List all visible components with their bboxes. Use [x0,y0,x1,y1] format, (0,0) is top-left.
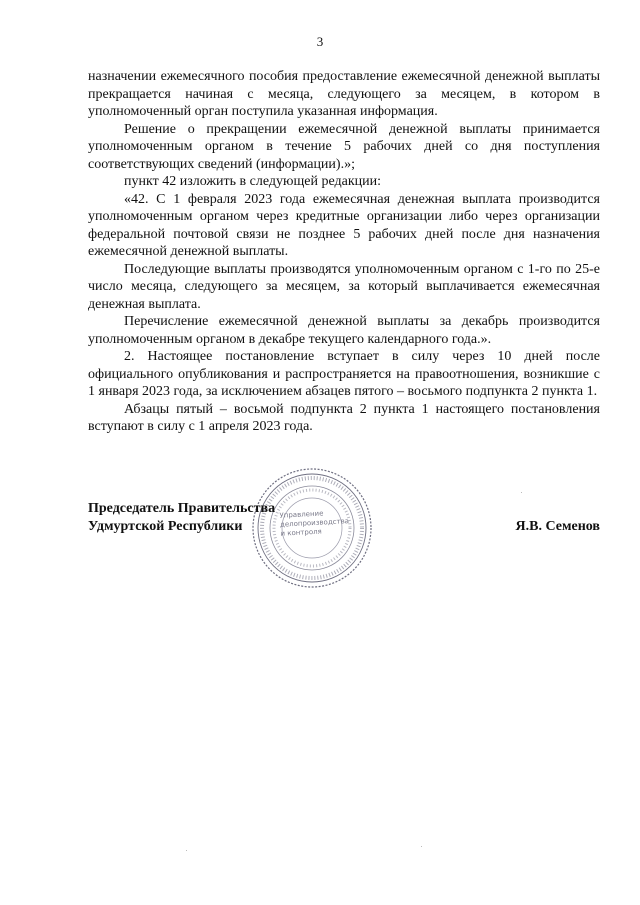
signatory-title-line2: Удмуртской Республики [88,518,243,534]
paragraph: Решение о прекращении ежемесячной денежной выплаты принимается уполномоченным органом в течение 5 рабочих дней со дня поступления соответствующих сведений (информации).»; [88,121,600,172]
paragraph: 2. Настоящее постановление вступает в силу через 10 дней после официального опубликования и распространяется на правоотношения, возникшие с 1 января 2023 года, за исключением абзацев пятого – восьмого подпункта 2 пункта 1. [88,349,600,399]
scan-speck [521,492,522,493]
paragraph: «42. С 1 февраля 2023 года ежемесячная денежная выплата производится уполномоченным органом через кредитные организации либо через организации федеральной почтовой связи не позднее 5 рабочих дней после дня назначения ежемесячной денежной выплаты. [88,191,600,259]
seal-center-text: Управление делопроизводства и контроля [279,509,350,538]
scan-speck [186,850,187,851]
page-number: 3 [316,34,324,49]
signatory-title-line1: Председатель Правительства [88,501,276,516]
paragraph: Абзацы пятый – восьмой подпункта 2 пункта 1 настоящего постановления вступают в силу с 1 апреля 2023 года. [88,401,600,434]
signatory-name: Я.В. Семенов [515,519,600,534]
signatory-title [88,500,275,535]
scan-speck [421,846,422,847]
paragraph: Перечисление ежемесячной денежной выплаты за декабрь производится уполномоченным органом в декабре текущего календарного года.». [88,314,600,347]
paragraph: назначении ежемесячного пособия предоставление ежемесячной денежной выплаты прекращается начиная с месяца, следующего за месяцем, в котором в уполномоченный орган поступила указанная информация. [88,69,600,119]
document-body [88,68,600,436]
paragraph: Последующие выплаты производятся уполномоченным органом с 1-го по 25-е число месяца, следующего за месяцем, за который выплачивается ежемесячная денежная выплата. [88,261,600,312]
paragraph: пункт 42 изложить в следующей редакции: [124,174,381,189]
